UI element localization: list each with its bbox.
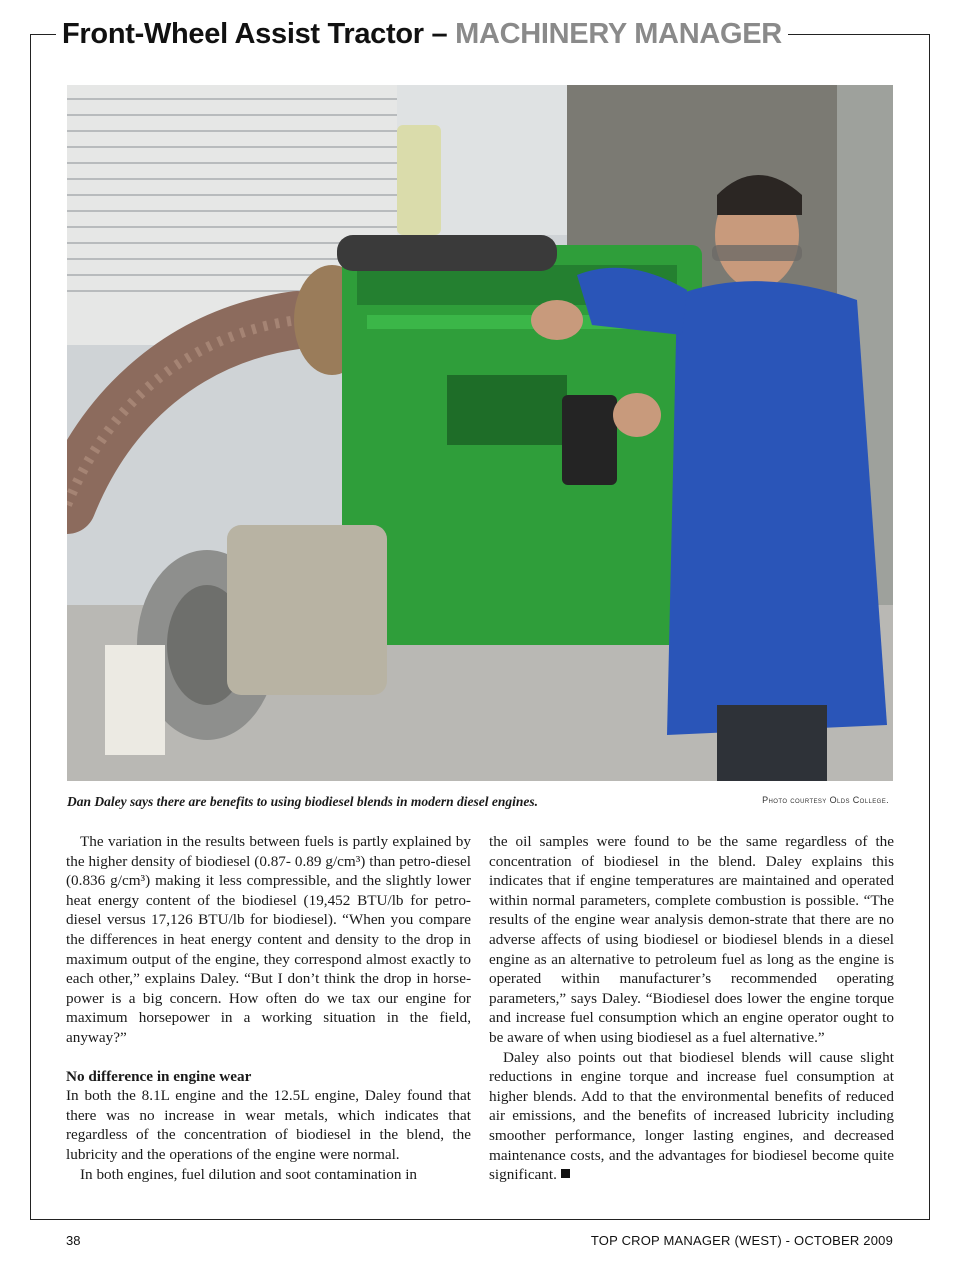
- end-of-article-mark: [561, 1169, 570, 1178]
- subheading: No difference in engine wear: [66, 1067, 252, 1085]
- photo-caption: [67, 793, 893, 811]
- body-paragraph: In both engines, fuel dilution and soot contamination in: [80, 1165, 418, 1183]
- publication-footer: TOP CROP MANAGER (WEST) - OCTOBER 2009: [590, 1233, 893, 1248]
- section-name: MACHINERY MANAGER: [455, 18, 782, 50]
- headline-separator: –: [431, 18, 448, 50]
- engine-photo-illustration: [67, 85, 893, 781]
- article-column-left: [66, 832, 471, 1184]
- page-headline: [56, 14, 788, 54]
- body-paragraph: In both the 8.1L engine and the 12.5L engine, Daley found that there was no increase in wear metals, which indicates that regardless of the concentration of biodiesel in the blend, the lubricity and the operations of the engine were normal.: [66, 1087, 471, 1163]
- photo-credit: Photo courtesy Olds College.: [762, 795, 889, 805]
- body-paragraph-final: [489, 1048, 894, 1185]
- caption-text: Dan Daley says there are benefits to using biodiesel blends in modern diesel engines.: [67, 794, 538, 809]
- body-paragraph: The variation in the results between fuels is partly explained by the higher density of biodiesel (0.87- 0.89 g/cm³) than petro-diesel (0.836 g/cm³) making it less compressible, and the slightly lower heat energy content of the biodiesel (19,452 BTU/lb for petro-diesel versus 17,126 BTU/lb for biodiesel). “When you compare the differences in heat energy content and density to the drop in maximum output of the engine, they correspond almost exactly to each other,” explains Daley. “But I don’t think the drop in horse-power is a big concern. How often do we tax our engine for maximum horsepower in a working situation in the field, anyway?”: [66, 833, 471, 1046]
- body-paragraph: the oil samples were found to be the same regardless of the concentration of biodiesel in the blend. Daley explains this indicates that if engine temperatures are maintained and operated within normal parameters, complete combustion is possible. “The results of the engine wear analysis demon-strate that there are no adverse affects of using biodiesel or biodiesel blends in a diesel engine as an alternative to petroleum fuel as long as the engine is operated within manufacturer’s recommended operating parameters,” says Daley. “Biodiesel does lower the engine torque and increase fuel consumption which an engine operator ought to be aware of when using biodiesel as a fuel alternative.”: [489, 833, 894, 1046]
- body-paragraph-text: Daley also points out that biodiesel blends will cause slight reductions in engine torque and increase fuel consumption at higher blends. Add to that the environmental benefits of reduced air emissions, and the benefits of increased lubricity including smoother performance, longer lasting engines, and decreased maintenance costs, and the advantages for biodiesel become quite significant.: [489, 1048, 894, 1184]
- article-column-right: [489, 832, 894, 1185]
- engine-photo: [67, 85, 893, 781]
- headline-title: Front-Wheel Assist Tractor: [62, 18, 424, 50]
- page-number: 38: [66, 1233, 81, 1248]
